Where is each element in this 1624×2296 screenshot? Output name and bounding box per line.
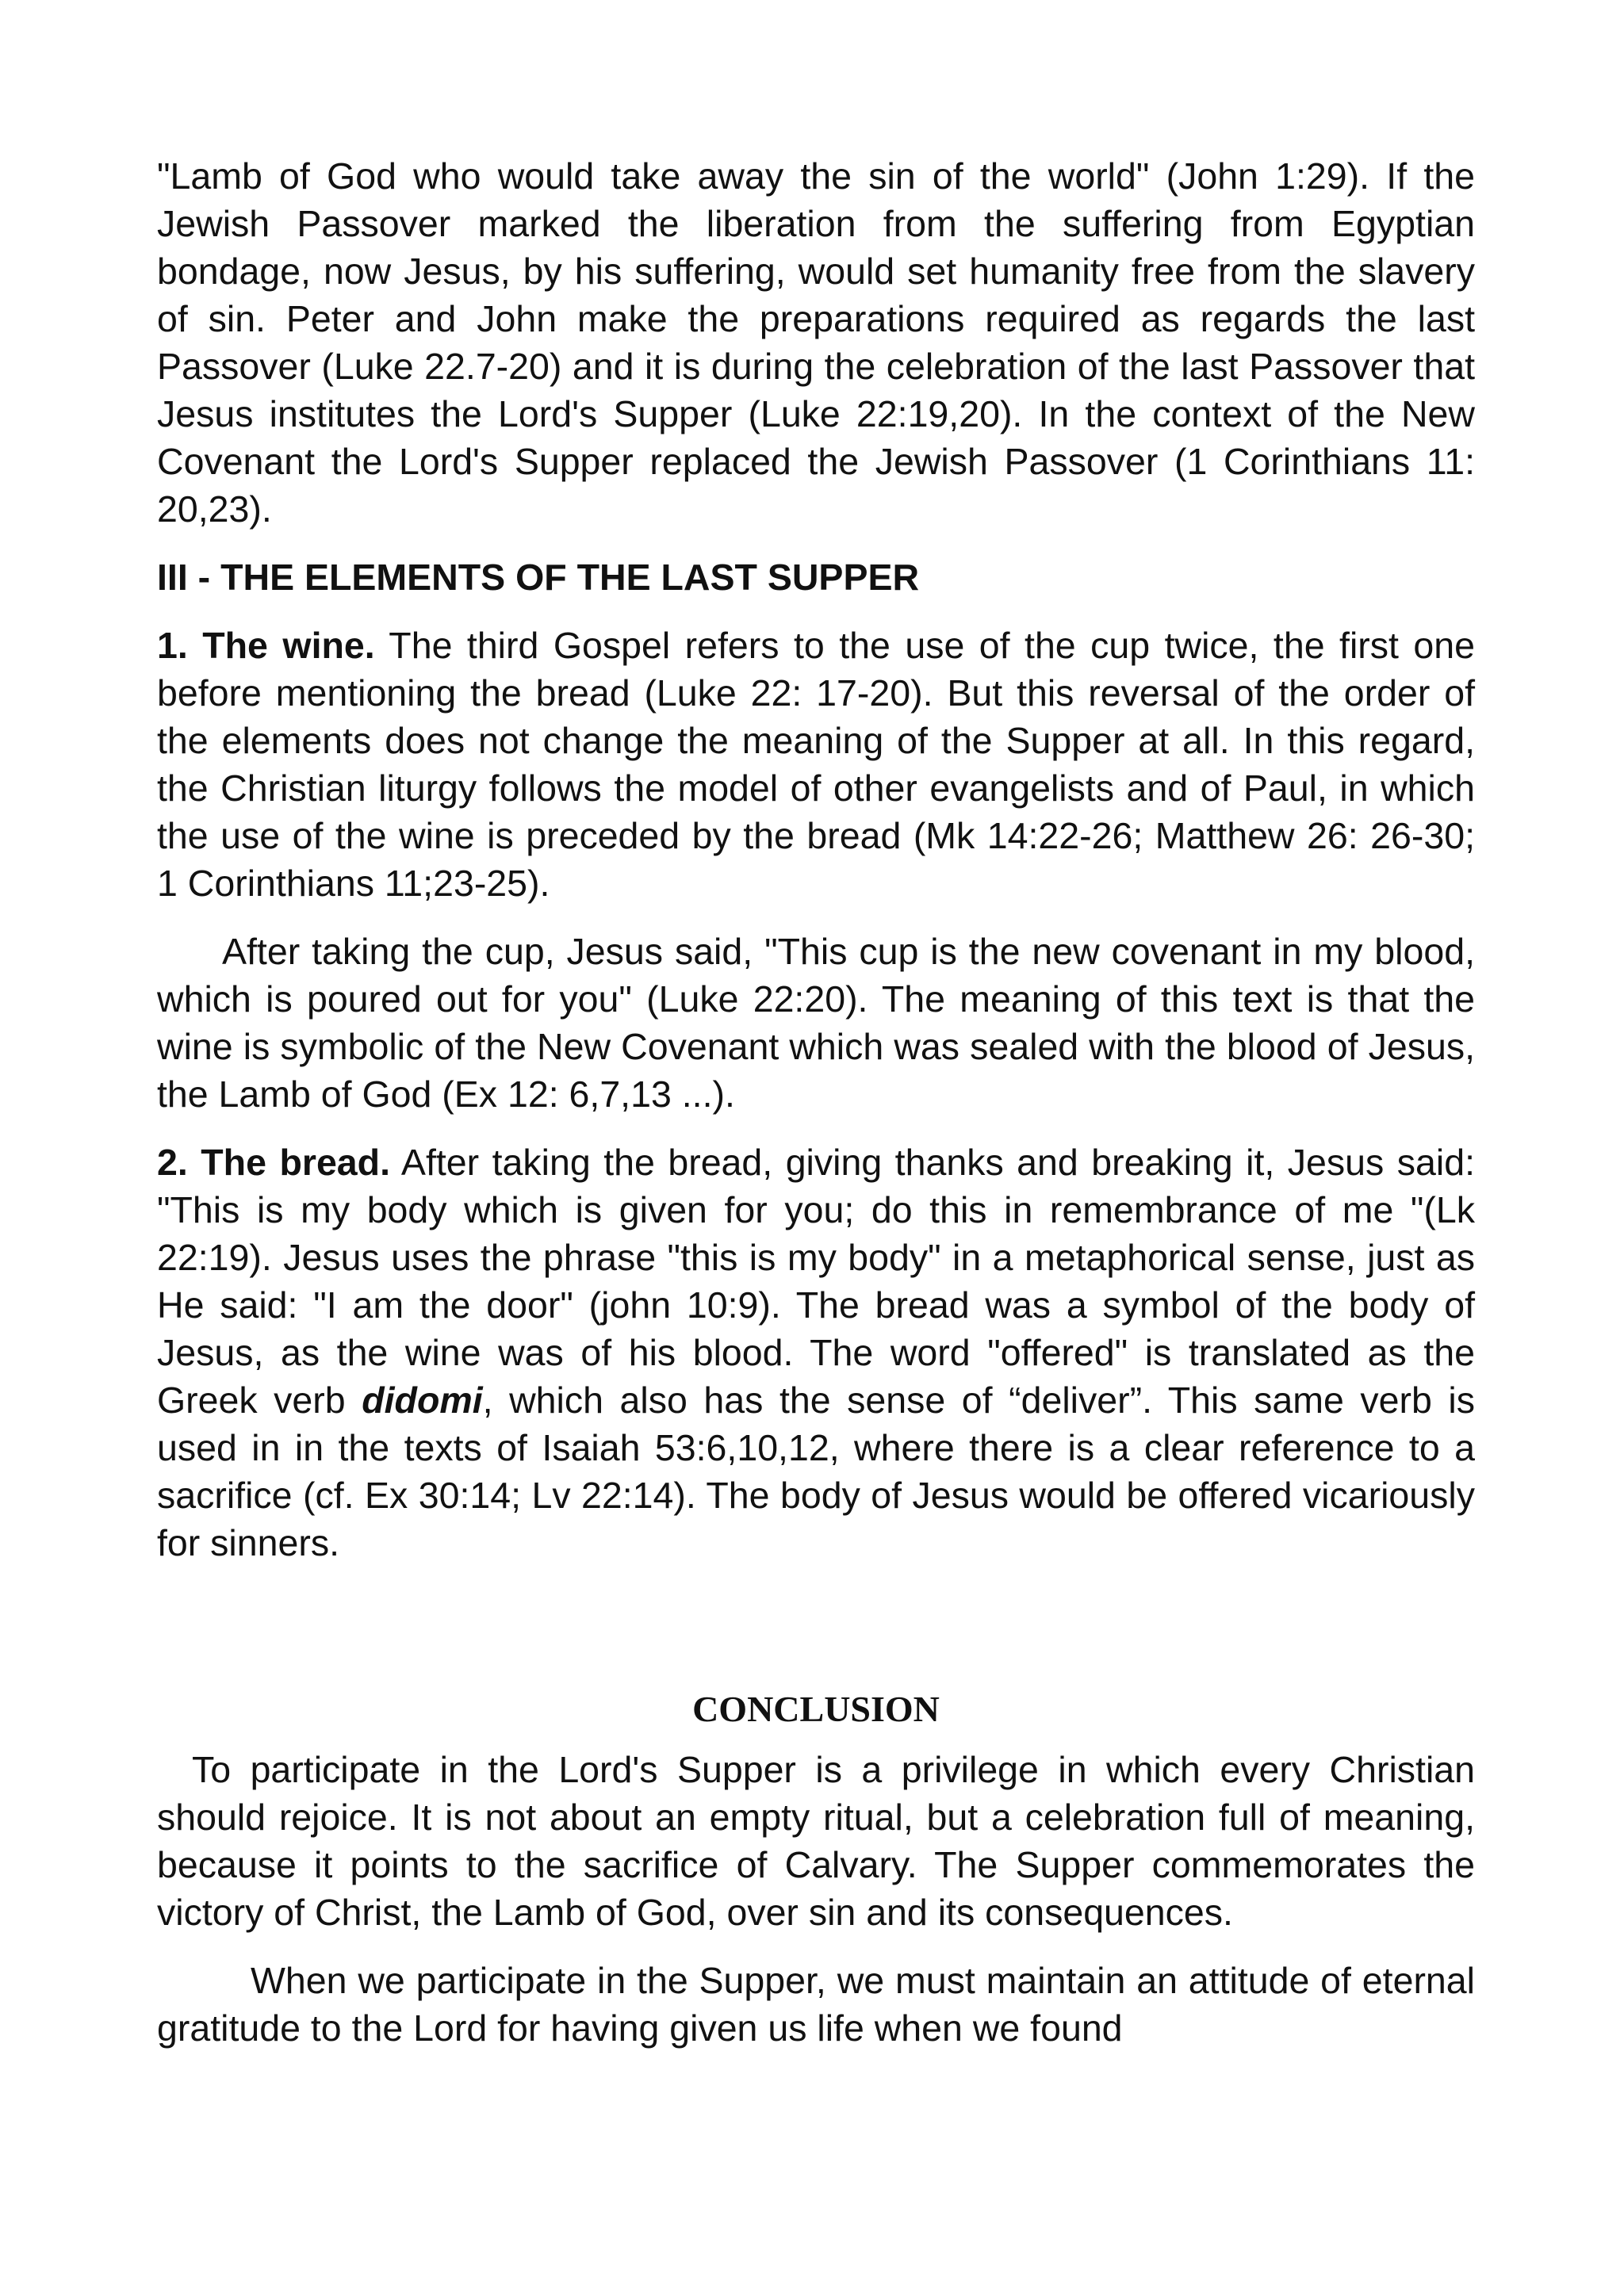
cup-paragraph: After taking the cup, Jesus said, "This cup is the new covenant in my blood, which is poured out for you" (Luke 22:20). The meaning of this text is that the wine is symbolic of the New Covenant which was sealed with the blood of Jesus, the Lamb of God (Ex 12: 6,7,13 ...). (157, 931, 1475, 1115)
greek-term: didomi (362, 1380, 483, 1421)
wine-paragraph (157, 622, 1475, 907)
wine-text: The third Gospel refers to the use of the cup twice, the first one before mentioning the bread (Luke 22: 17-20). But this reversal of the order of the elements does not change the meaning of the Supper at all. In this regard, the Christian liturgy follows the model of other evangelists and of Paul, in which the use of the wine is preceded by the bread (Mk 14:22-26; Matthew 26: 26-30; 1 Corinthians 11;23-25). (157, 625, 1475, 904)
page-body (157, 152, 1475, 2052)
bread-paragraph (157, 1138, 1475, 1567)
bread-lead: 2. The bread. (157, 1142, 390, 1183)
conclusion-heading: CONCLUSION (692, 1689, 940, 1729)
bread-text-b: , which also has the sense of “deliver”. This same verb is used in in the texts of Isaiah 53:6,10,12, where there is a clear reference to a sacrifice (cf. Ex 30:14; Lv 22:14). The body of Jesus would be offered vicariously for sinners. (157, 1380, 1475, 1563)
bread-text-a: After taking the bread, giving thanks and breaking it, Jesus said: "This is my body which is given for you; do this in remembrance of me "(Lk 22:19). Jesus uses the phrase "this is my body" in a metaphorical sense, just as He said: "I am the door" (john 10:9). The bread was a symbol of the body of Jesus, as the wine was of his blood. The word "offered" is translated as the Greek verb (157, 1142, 1475, 1421)
conclusion-paragraph-1: To participate in the Lord's Supper is a privilege in which every Christian should rejoice. It is not about an empty ritual, but a celebration full of meaning, because it points to the sacrifice of Calvary. The Supper commemorates the victory of Christ, the Lamb of God, over sin and its consequences. (157, 1749, 1475, 1933)
section-heading: III - THE ELEMENTS OF THE LAST SUPPER (157, 557, 920, 598)
wine-lead: 1. The wine. (157, 625, 375, 666)
conclusion-paragraph-2: When we participate in the Supper, we must maintain an attitude of eternal gratitude to the Lord for having given us life when we found (157, 1960, 1475, 2049)
intro-paragraph: "Lamb of God who would take away the sin of the world" (John 1:29). If the Jewish Passover marked the liberation from the suffering from Egyptian bondage, now Jesus, by his suffering, would set humanity free from the slavery of sin. Peter and John make the preparations required as regards the last Passover (Luke 22.7-20) and it is during the celebration of the last Passover that Jesus institutes the Lord's Supper (Luke 22:19,20). In the context of the New Covenant the Lord's Supper replaced the Jewish Passover (1 Corinthians 11: 20,23). (157, 155, 1475, 530)
